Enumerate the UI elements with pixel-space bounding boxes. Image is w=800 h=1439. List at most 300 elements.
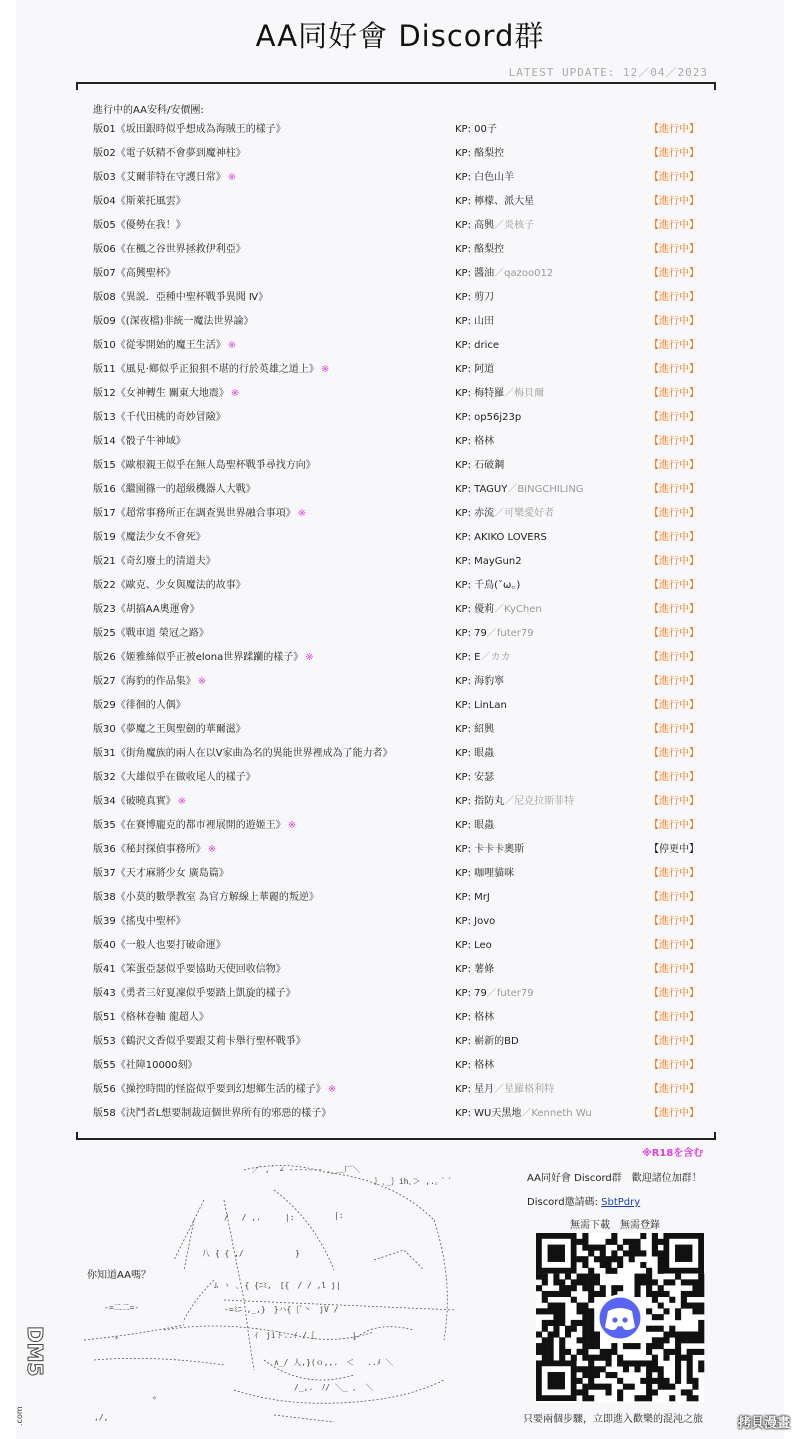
dm5-logo-icon	[14, 1326, 47, 1426]
thread-title-wrap	[93, 358, 329, 382]
kp-primary: KP: 梅特羅	[455, 388, 505, 399]
thread-title: 版09《(深夜檔)非統一魔法世界論》	[93, 316, 254, 327]
kp-name	[455, 406, 521, 430]
status-badge: 【進行中】	[649, 964, 699, 975]
thread-row[interactable]	[93, 430, 703, 454]
thread-title-wrap	[93, 694, 186, 718]
thread-title-wrap	[93, 910, 186, 934]
thread-row[interactable]	[93, 934, 703, 958]
kp-name	[455, 1102, 592, 1126]
thread-title: 版58《決鬥者L想要制裁這個世界所有的邪惡的樣子》	[93, 1108, 332, 1119]
thread-row[interactable]	[93, 502, 703, 526]
kp-separator: ／	[521, 1108, 532, 1119]
svg-text:DM5: DM5	[23, 1326, 47, 1377]
kp-name	[455, 790, 574, 814]
status-badge: 【進行中】	[649, 652, 699, 663]
kp-separator: ／	[494, 1084, 505, 1095]
svg-text:∧_/ 人,}(ｏ,,. ＜ ..ﾒ ＼: ∧_/ 人,}(ｏ,,. ＜ ..ﾒ ＼	[274, 1358, 394, 1367]
kp-primary: KP: WU天黑地	[455, 1108, 522, 1119]
thread-row[interactable]	[93, 670, 703, 694]
svg-text:,/,: ,/,	[94, 1413, 109, 1422]
kp-name	[455, 1030, 519, 1054]
r18-note: ※R18を含む	[642, 1148, 704, 1159]
thread-title: 版30《夢魔之王與聖劍的華爾滋》	[93, 724, 246, 735]
kp-primary: KP: TAGUY	[455, 484, 508, 495]
status-badge: 【進行中】	[649, 1012, 699, 1023]
r18-mark: ※	[327, 1084, 337, 1095]
kp-separator: ／	[504, 388, 515, 399]
kp-primary: KP: 眼蟲	[455, 820, 495, 831]
thread-row[interactable]	[93, 958, 703, 982]
kp-secondary: 梅貝爾	[514, 388, 545, 399]
status-badge: 【進行中】	[649, 724, 699, 735]
kp-primary: KP: 格林	[455, 1012, 495, 1023]
kp-primary: KP: 白色山羊	[455, 172, 515, 183]
r18-mark: ※	[230, 388, 240, 399]
thread-title-wrap	[93, 526, 206, 550]
thread-row[interactable]	[93, 862, 703, 886]
thread-row[interactable]	[93, 1030, 703, 1054]
thread-title-wrap	[93, 1030, 306, 1054]
r18-mark: ※	[177, 796, 187, 807]
thread-title-wrap	[93, 190, 186, 214]
status-badge: 【進行中】	[649, 748, 699, 759]
thread-row[interactable]	[93, 886, 703, 910]
r18-mark: ※	[287, 820, 297, 831]
thread-title: 版41《笨蛋亞瑟似乎要協助天使回收信物》	[93, 964, 286, 975]
thread-title: 版56《操控時間的怪盜似乎要到幻想鄉生活的樣子》	[93, 1084, 326, 1095]
kp-separator: ／	[507, 484, 518, 495]
status-badge: 【進行中】	[649, 412, 699, 423]
thread-title-wrap	[93, 1054, 198, 1078]
status-badge: 【進行中】	[649, 268, 699, 279]
thread-title: 版11《風見‧鄉似乎正狼狽不堪的行於英雄之道上》	[93, 364, 319, 375]
thread-title: 版22《歐克、少女與魔法的故事》	[93, 580, 246, 591]
kp-name	[455, 430, 494, 454]
kp-primary: KP: 薯條	[455, 964, 495, 975]
thread-row[interactable]	[93, 454, 703, 478]
thread-title-wrap	[93, 550, 216, 574]
kp-name	[455, 334, 499, 358]
kp-primary: KP: 檸檬、派大星	[455, 196, 535, 207]
kp-primary: KP: 格林	[455, 436, 495, 447]
status-badge: 【進行中】	[649, 172, 699, 183]
thread-row[interactable]	[93, 718, 703, 742]
kp-secondary: カカ	[490, 652, 511, 663]
kp-name	[455, 838, 524, 862]
thread-row[interactable]	[93, 574, 703, 598]
kp-name	[455, 814, 494, 838]
thread-row[interactable]	[93, 190, 703, 214]
r18-mark: ※	[305, 652, 314, 663]
thread-title: 版03《艾爾菲特在守護日常》	[93, 172, 226, 183]
status-badge: 【進行中】	[649, 388, 699, 399]
thread-row[interactable]	[93, 238, 703, 262]
thread-title-wrap	[93, 766, 256, 790]
kp-secondary: Kenneth Wu	[531, 1108, 592, 1119]
thread-row[interactable]	[93, 790, 703, 814]
thread-row[interactable]	[93, 910, 703, 934]
kp-primary: KP: 酪梨控	[455, 244, 505, 255]
thread-title-wrap	[93, 718, 246, 742]
thread-title: 版04《斯萊托風雲》	[93, 196, 186, 207]
svg-text:-=二二=-: -=二二=-	[104, 1303, 140, 1312]
thread-row[interactable]	[93, 1006, 703, 1030]
status-badge: 【進行中】	[649, 892, 699, 903]
kp-name	[455, 670, 504, 694]
thread-title-wrap	[93, 1078, 336, 1102]
status-badge: 【進行中】	[649, 148, 699, 159]
thread-title: 版29《徘徊的人偶》	[93, 700, 186, 711]
kp-primary: KP: 嶄新的BD	[455, 1036, 519, 1047]
thread-title: 版35《在賽博龐克的都市裡展開的遊姬王》	[93, 820, 286, 831]
kp-secondary: futer79	[496, 988, 534, 999]
kp-name	[455, 742, 494, 766]
no-download-note: 無需下載 無需登錄	[570, 1220, 660, 1231]
thread-title-wrap	[93, 670, 206, 694]
kp-separator: ／	[486, 628, 497, 639]
status-badge: 【進行中】	[649, 484, 699, 495]
status-badge: 【停更中】	[649, 844, 699, 855]
thread-list	[93, 118, 703, 1126]
discord-invite	[527, 1193, 640, 1208]
thread-title: 版26《姬雅絲似乎正被elona世界蹂躪的樣子》	[93, 652, 304, 663]
thread-title-wrap	[93, 958, 286, 982]
status-badge: 【進行中】	[649, 460, 699, 471]
kp-primary: KP: 山田	[455, 316, 495, 327]
kp-separator: ／	[494, 220, 505, 231]
aa-question: 你知道AA嗎？	[87, 1270, 151, 1281]
thread-row[interactable]	[93, 814, 703, 838]
kp-primary: KP: 赤流	[455, 508, 495, 519]
thread-title: 版39《搖曳中聖杯》	[93, 916, 186, 927]
thread-row[interactable]	[93, 1102, 703, 1126]
thread-row[interactable]	[93, 142, 703, 166]
thread-row[interactable]	[93, 838, 703, 862]
kp-name	[455, 934, 492, 958]
thread-title: 版38《小莫的數學教室 為官方解線上華麗的叛逆》	[93, 892, 319, 903]
kp-secondary: qazoo012	[504, 268, 554, 279]
kp-primary: KP: MayGun2	[455, 556, 522, 567]
kp-separator: ／	[494, 268, 505, 279]
thread-title-wrap	[93, 286, 268, 310]
thread-title: 版08《異説．亞種中聖杯戰爭異聞 Ⅳ》	[93, 292, 269, 303]
thread-title: 版13《千代田桃的奇妙冒險》	[93, 412, 226, 423]
thread-title-wrap	[93, 310, 254, 334]
status-badge: 【進行中】	[649, 340, 699, 351]
kp-separator: ／	[486, 988, 497, 999]
thread-title-wrap	[93, 598, 200, 622]
kp-separator: ／	[504, 796, 515, 807]
status-badge: 【進行中】	[649, 868, 699, 879]
thread-title-wrap	[93, 574, 246, 598]
thread-row[interactable]	[93, 526, 703, 550]
kp-name	[455, 118, 497, 142]
kp-secondary: 星羅格利特	[504, 1084, 555, 1095]
thread-title-wrap	[93, 1102, 331, 1126]
kp-name	[455, 358, 494, 382]
thread-row[interactable]	[93, 982, 703, 1006]
thread-title-wrap	[93, 334, 236, 358]
svg-text:／ ,´ ∠ ‐‐‐‐‐‐‐ ､_＿厂＼: ／ ,´ ∠ ‐‐‐‐‐‐‐ ､_＿厂＼	[252, 1165, 361, 1174]
r18-mark: ※	[227, 340, 237, 351]
svg-text:ｲ jiト..ｲ /｛ |: ｲ jiト..ｲ /｛ |	[254, 1331, 357, 1340]
status-badge: 【進行中】	[649, 436, 699, 447]
thread-title-wrap	[93, 814, 296, 838]
thread-title-wrap	[93, 982, 296, 1006]
thread-title: 版36《秘封探偵事務所》	[93, 844, 206, 855]
r18-mark: ※	[227, 172, 237, 183]
svg-text:-=ﾐﾆ ,_,} }ハ{ {ﾞ丶 jV /: -=ﾐﾆ ,_,} }ハ{ {ﾞ丶 jV /	[224, 1305, 339, 1314]
thread-title: 版34《破曉真實》	[93, 796, 176, 807]
thread-title: 版07《高興聖杯》	[93, 268, 176, 279]
thread-title-wrap	[93, 862, 229, 886]
kp-secondary: 可樂愛好者	[504, 508, 555, 519]
status-badge: 【進行中】	[649, 1060, 699, 1071]
thread-title-wrap	[93, 478, 256, 502]
thread-row[interactable]	[93, 358, 703, 382]
r18-mark: ※	[197, 676, 207, 687]
thread-row[interactable]	[93, 478, 703, 502]
kp-primary: KP: E	[455, 652, 481, 663]
svg-text:✧: ✧	[114, 1333, 119, 1342]
kp-separator: ／	[494, 604, 505, 615]
thread-title: 版01《坂田銀時似乎想成為海賊王的樣子》	[93, 124, 286, 135]
kp-secondary: BINGCHILING	[517, 484, 584, 495]
thread-row[interactable]	[93, 310, 703, 334]
kp-name	[455, 526, 547, 550]
thread-title-wrap	[93, 214, 186, 238]
thread-row[interactable]	[93, 742, 703, 766]
thread-title: 版37《天才麻將少女 廣島篇》	[93, 868, 229, 879]
thread-title: 版40《一般人也要打破命運》	[93, 940, 226, 951]
thread-title-wrap	[93, 430, 186, 454]
kp-primary: KP: 千鳥(˘ω。)	[455, 580, 521, 591]
r18-mark: ※	[207, 844, 217, 855]
status-badge: 【進行中】	[649, 556, 699, 567]
thread-row[interactable]	[93, 598, 703, 622]
thread-title: 版06《在楓之谷世界拯救伊利亞》	[93, 244, 246, 255]
thread-title-wrap	[93, 118, 286, 142]
kp-primary: KP: 海豹寧	[455, 676, 505, 687]
kp-primary: KP: 星月	[455, 1084, 495, 1095]
thread-row[interactable]	[93, 766, 703, 790]
thread-row[interactable]	[93, 646, 703, 670]
thread-row[interactable]	[93, 286, 703, 310]
thread-row[interactable]	[93, 334, 703, 358]
thread-title-wrap	[93, 790, 186, 814]
kp-name	[455, 502, 554, 526]
kp-primary: KP: 卡卡卡奧斯	[455, 844, 525, 855]
thread-title: 版23《胡搞AA奧運會》	[93, 604, 200, 615]
thread-title-wrap	[93, 934, 226, 958]
kp-name	[455, 646, 510, 670]
kp-primary: KP: 79	[455, 628, 487, 639]
status-badge: 【進行中】	[649, 820, 699, 831]
r18-mark: ※	[320, 364, 330, 375]
kp-primary: KP: 格林	[455, 1060, 495, 1071]
status-badge: 【進行中】	[649, 628, 699, 639]
kp-name	[455, 262, 553, 286]
kp-name	[455, 574, 520, 598]
svg-text:/_,. ﾉ/ ＼_ 、 ＼: /_,. ﾉ/ ＼_ 、 ＼	[294, 1383, 374, 1392]
thread-title: 版21《奇幻廢土的清道夫》	[93, 556, 216, 567]
kp-name	[455, 982, 534, 1006]
thread-title: 版10《從零開始的魔王生活》	[93, 340, 226, 351]
status-badge: 【進行中】	[649, 772, 699, 783]
status-badge: 【進行中】	[649, 532, 699, 543]
thread-title: 版02《電子妖精不會夢到魔神柱》	[93, 148, 246, 159]
invite-label: Discord邀請碼:	[527, 1197, 598, 1208]
kp-primary: KP: 剪刀	[455, 292, 495, 303]
kp-name	[455, 214, 534, 238]
kp-primary: KP: 79	[455, 988, 487, 999]
thread-title: 版51《格林卷軸 龍超人》	[93, 1012, 209, 1023]
thread-title: 版05《優勢在我！》	[93, 220, 186, 231]
kp-primary: KP: AKIKO LOVERS	[455, 532, 547, 543]
kp-primary: KP: 00子	[455, 124, 497, 135]
thread-row[interactable]	[93, 1054, 703, 1078]
kp-name	[455, 142, 504, 166]
kp-name	[455, 910, 495, 934]
thread-title: 版31《街角魔族的兩人在以V家曲為名的異能世界裡成為了能力者》	[93, 748, 393, 759]
svg-text:|:: |:	[334, 1211, 344, 1220]
thread-row[interactable]	[93, 118, 703, 142]
thread-title: 版32《大雄似乎在做收尾人的樣子》	[93, 772, 256, 783]
thread-row[interactable]	[93, 550, 703, 574]
discord-qr-code[interactable]	[536, 1233, 704, 1403]
status-badge: 【進行中】	[649, 316, 699, 327]
status-badge: 【進行中】	[649, 988, 699, 999]
thread-title-wrap	[93, 502, 306, 526]
status-badge: 【進行中】	[649, 1108, 699, 1119]
thread-row[interactable]	[93, 406, 703, 430]
kp-primary: KP: 安瑟	[455, 772, 495, 783]
thread-title-wrap	[93, 646, 314, 670]
r18-mark: ※	[297, 508, 307, 519]
kp-primary: KP: LinLan	[455, 700, 507, 711]
kp-name	[455, 766, 494, 790]
kp-name	[455, 622, 534, 646]
thread-title: 版55《社障10000刻》	[93, 1060, 198, 1071]
status-badge: 【進行中】	[649, 676, 699, 687]
section-heading: 進行中的AA安科/安價團:	[93, 105, 204, 116]
thread-title: 版14《骰子牛神域》	[93, 436, 186, 447]
kp-name	[455, 694, 507, 718]
status-badge: 【進行中】	[649, 700, 699, 711]
kp-name	[455, 478, 584, 502]
thread-title-wrap	[93, 886, 319, 910]
thread-title-wrap	[93, 262, 176, 286]
thread-title-wrap	[93, 382, 239, 406]
kp-primary: KP: 醬油	[455, 268, 495, 279]
thread-title-wrap	[93, 166, 236, 190]
kp-secondary: 尼克拉斯菲特	[514, 796, 575, 807]
thread-title: 版15《歐根親王似乎在無人島聖杯戰爭尋找方向》	[93, 460, 316, 471]
kp-primary: KP: Jovo	[455, 916, 496, 927]
thread-title: 版53《鶴沢文香似乎要跟艾莉卡舉行聖杯戰爭》	[93, 1036, 306, 1047]
invite-code-link[interactable]: SbtPdry	[601, 1197, 641, 1208]
kp-name	[455, 1078, 554, 1102]
thread-title: 版17《超常事務所正在調查異世界融合事項》	[93, 508, 296, 519]
kp-primary: KP: 阿道	[455, 364, 495, 375]
thread-title: 版16《繼園篠一的超級機器人大戰》	[93, 484, 256, 495]
kp-primary: KP: MrJ	[455, 892, 490, 903]
kp-primary: KP: drice	[455, 340, 500, 351]
kp-name	[455, 1054, 494, 1078]
kp-separator: ／	[494, 508, 505, 519]
thread-title: 版27《海豹的作品集》	[93, 676, 196, 687]
svg-text:.com: .com	[15, 1406, 24, 1426]
status-badge: 【進行中】	[649, 292, 699, 303]
kp-name	[455, 550, 522, 574]
latest-update: LATEST UPDATE: 12／04／2023	[508, 66, 708, 79]
thread-row[interactable]	[93, 262, 703, 286]
kp-name	[455, 310, 494, 334]
thread-row[interactable]	[93, 214, 703, 238]
status-badge: 【進行中】	[649, 124, 699, 135]
svg-text:ﾑ ヽ ､ { {ﾆﾐ, [{ / / ,l j|: ﾑ ヽ ､ { {ﾆﾐ, [{ / / ,l j|	[214, 1281, 341, 1290]
status-badge: 【進行中】	[649, 580, 699, 591]
kp-name	[455, 382, 544, 406]
thread-title: 版25《戰車道 榮冠之路》	[93, 628, 209, 639]
thread-row[interactable]	[93, 622, 703, 646]
kp-primary: KP: 紹興	[455, 724, 495, 735]
status-badge: 【進行中】	[649, 244, 699, 255]
status-badge: 【進行中】	[649, 220, 699, 231]
kp-name	[455, 454, 504, 478]
kp-primary: KP: 指防丸	[455, 796, 505, 807]
watermark: 拷貝漫畫	[737, 1416, 790, 1431]
thread-row[interactable]	[93, 694, 703, 718]
thread-row[interactable]	[93, 382, 703, 406]
kp-primary: KP: op56j23p	[455, 412, 522, 423]
kp-name	[455, 886, 490, 910]
page-title: AA同好會 Discord群	[255, 19, 545, 53]
kp-primary: KP: 高興	[455, 220, 495, 231]
thread-title-wrap	[93, 838, 216, 862]
kp-secondary: 炎核子	[504, 220, 535, 231]
kp-name	[455, 862, 514, 886]
kp-separator: ／	[480, 652, 491, 663]
thread-title-wrap	[93, 1006, 209, 1030]
status-badge: 【進行中】	[649, 916, 699, 927]
thread-title: 版19《魔法少女不會死》	[93, 532, 206, 543]
aa-illustration	[74, 1160, 504, 1430]
status-badge: 【進行中】	[649, 508, 699, 519]
qr-caption: 只要兩個步驟，立即進入歡樂的混沌之旅	[523, 1414, 703, 1425]
status-badge: 【進行中】	[649, 1084, 699, 1095]
svg-text:八 { { ,/ }: 八 { { ,/ }	[202, 1249, 300, 1258]
kp-name	[455, 718, 494, 742]
kp-secondary: futer79	[496, 628, 534, 639]
status-badge: 【進行中】	[649, 796, 699, 807]
thread-title-wrap	[93, 142, 246, 166]
kp-name	[455, 238, 504, 262]
status-badge: 【進行中】	[649, 196, 699, 207]
status-badge: 【進行中】	[649, 364, 699, 375]
discord-welcome: AA同好會 Discord群 歡迎諸位加群！	[527, 1173, 702, 1184]
svg-text:/ / ,. |:: / / ,. |:	[224, 1213, 295, 1222]
thread-title: 版43《勇者三好夏凜似乎要踏上凱旋的樣子》	[93, 988, 296, 999]
kp-secondary: KyChen	[504, 604, 542, 615]
thread-title: 版12《女神轉生 關東大地震》	[93, 388, 229, 399]
thread-row[interactable]	[93, 166, 703, 190]
thread-title-wrap	[93, 622, 209, 646]
status-badge: 【進行中】	[649, 604, 699, 615]
thread-row[interactable]	[93, 1078, 703, 1102]
kp-name	[455, 190, 534, 214]
